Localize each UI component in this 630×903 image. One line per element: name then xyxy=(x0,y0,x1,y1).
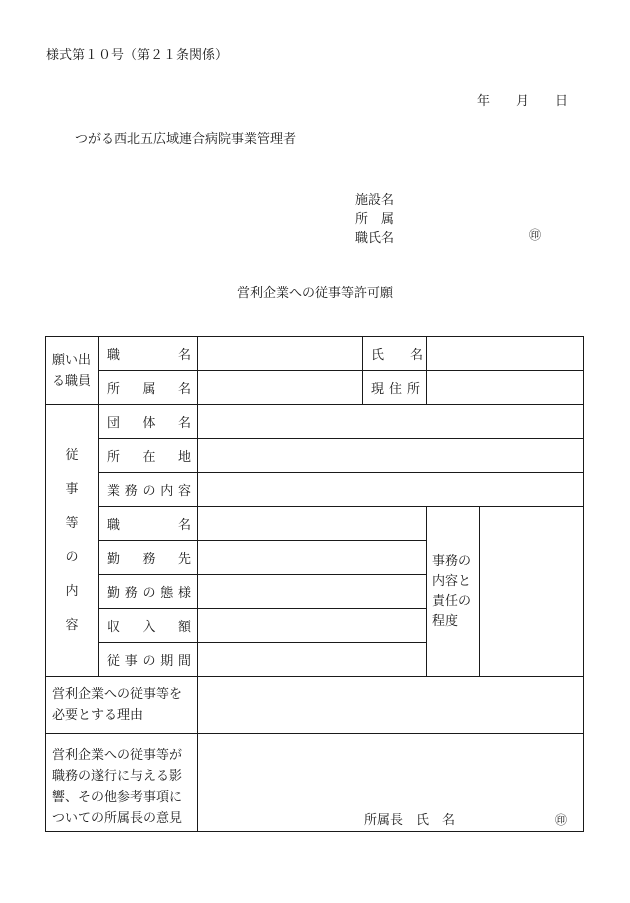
engagement-char: 内 xyxy=(65,583,79,599)
department-field[interactable] xyxy=(198,371,363,405)
applicant-group-label: 願い出る職員 xyxy=(46,337,99,405)
table-row xyxy=(46,473,584,507)
engagement-char: 事 xyxy=(65,481,79,497)
form-title: 営利企業への従事等許可願 xyxy=(236,286,393,301)
sender-position-name: 職氏名 xyxy=(355,231,395,246)
engagement-char: 従 xyxy=(65,447,79,463)
engagement-char: 容 xyxy=(65,617,79,633)
business-label: 業務の内容 xyxy=(99,473,198,507)
address-field[interactable] xyxy=(427,371,584,405)
sender-department: 所 属 xyxy=(355,212,395,227)
application-form-table xyxy=(45,336,584,832)
engagement-char: 等 xyxy=(65,515,79,531)
workplace-field[interactable] xyxy=(198,541,427,575)
date-day: 日 xyxy=(554,94,568,109)
date-month: 月 xyxy=(515,94,529,109)
table-row xyxy=(46,439,584,473)
table-row xyxy=(46,507,584,541)
sender-seal-icon: ㊞ xyxy=(529,228,542,242)
supervisor-seal-icon: ㊞ xyxy=(555,813,568,827)
period-label: 従事の期間 xyxy=(99,643,198,677)
duties-field[interactable] xyxy=(480,507,584,677)
position-field[interactable] xyxy=(198,507,427,541)
period-field[interactable] xyxy=(198,643,427,677)
form-number: 様式第１０号（第２１条関係） xyxy=(46,48,229,63)
sender-block xyxy=(355,191,542,248)
engagement-group-label xyxy=(46,405,99,677)
table-row xyxy=(46,734,584,832)
address-label: 現 住 所 xyxy=(363,371,427,405)
name-label: 氏 名 xyxy=(363,337,427,371)
organization-label: 団 体 名 xyxy=(99,405,198,439)
job-title-label: 職 名 xyxy=(99,337,198,371)
organization-field[interactable] xyxy=(198,405,584,439)
table-row xyxy=(46,677,584,734)
date-year: 年 xyxy=(476,94,490,109)
date-line xyxy=(477,95,568,108)
reason-label: 営利企業への従事等を必要とする理由 xyxy=(46,677,198,734)
reason-field[interactable] xyxy=(198,677,584,734)
duties-label: 事務の内容と責任の程度 xyxy=(427,507,480,677)
work-style-label: 勤務の態様 xyxy=(99,575,198,609)
workplace-label: 勤 務 先 xyxy=(99,541,198,575)
income-label: 収 入 額 xyxy=(99,609,198,643)
supervisor-signature xyxy=(364,809,567,828)
table-row xyxy=(46,371,584,405)
position-label: 職 名 xyxy=(99,507,198,541)
table-row xyxy=(46,337,584,371)
income-field[interactable] xyxy=(198,609,427,643)
sender-facility: 施設名 xyxy=(355,193,395,208)
opinion-field[interactable] xyxy=(198,734,584,832)
engagement-char: の xyxy=(65,549,79,565)
name-field[interactable] xyxy=(427,337,584,371)
job-title-field[interactable] xyxy=(198,337,363,371)
opinion-label: 営利企業への従事等が職務の遂行に与える影響、その他参考事項についての所属長の意見 xyxy=(46,734,198,832)
department-label: 所 属 名 xyxy=(99,371,198,405)
work-style-field[interactable] xyxy=(198,575,427,609)
location-field[interactable] xyxy=(198,439,584,473)
table-row xyxy=(46,405,584,439)
addressee: つがる西北五広域連合病院事業管理者 xyxy=(75,132,297,147)
location-label: 所 在 地 xyxy=(99,439,198,473)
supervisor-sign-label: 所属長 氏 名 xyxy=(364,813,456,828)
business-field[interactable] xyxy=(198,473,584,507)
